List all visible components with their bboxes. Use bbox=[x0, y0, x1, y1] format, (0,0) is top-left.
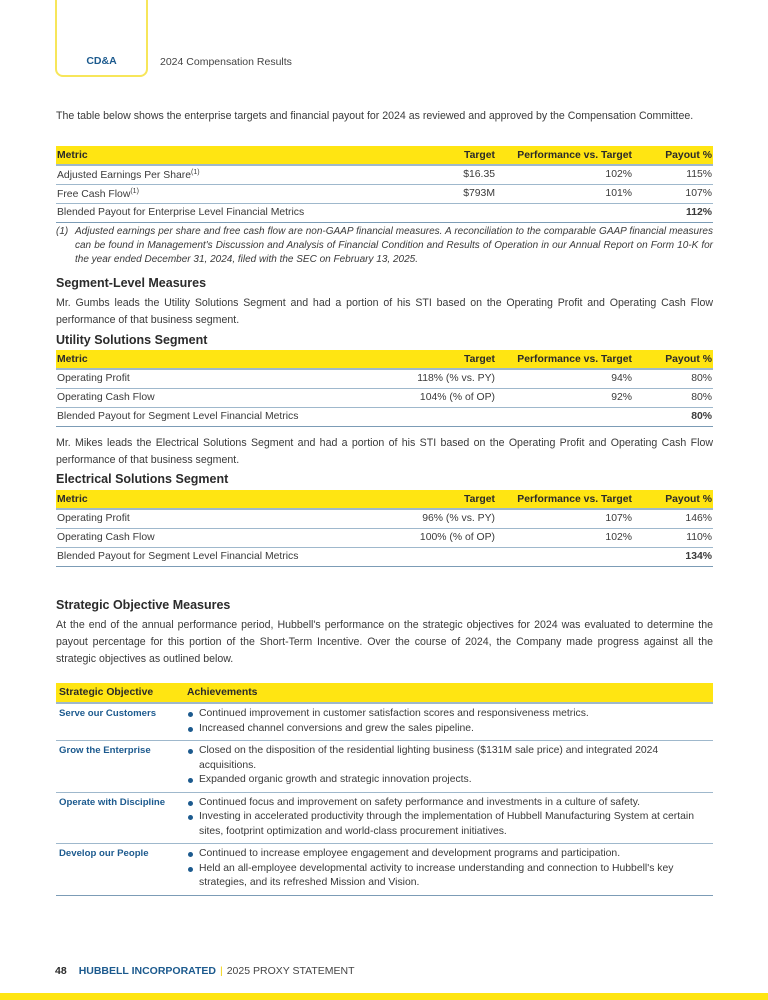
enterprise-metrics-table bbox=[56, 146, 713, 223]
achievement-text: Continued improvement in customer satisfaction scores and responsiveness metrics. bbox=[199, 708, 589, 719]
bullet-icon bbox=[188, 801, 193, 806]
segment-heading: Segment-Level Measures bbox=[56, 276, 207, 290]
bullet-icon bbox=[188, 727, 193, 732]
footnote-ref: (1) bbox=[130, 187, 139, 195]
achievements-cell bbox=[184, 703, 713, 741]
target-cell: 118% (% vs. PY) bbox=[356, 369, 496, 388]
achievements-list bbox=[187, 744, 710, 788]
performance-cell: 94% bbox=[496, 369, 633, 388]
table-row bbox=[56, 844, 713, 896]
footer-accent-bar bbox=[0, 993, 768, 1000]
strategic-heading: Strategic Objective Measures bbox=[56, 598, 231, 612]
metric-cell bbox=[56, 165, 356, 184]
achievement-text: Increased channel conversions and grew the sales pipeline. bbox=[199, 722, 474, 734]
electrical-segment-table bbox=[56, 490, 713, 567]
blended-row bbox=[56, 203, 713, 222]
col-header-target: Target bbox=[356, 350, 496, 369]
blended-label: Blended Payout for Segment Level Financial Metrics bbox=[56, 407, 633, 426]
target-cell: $16.35 bbox=[356, 165, 496, 184]
col-header-target: Target bbox=[356, 490, 496, 509]
achievements-list bbox=[187, 847, 710, 891]
achievement-item bbox=[187, 744, 710, 773]
performance-cell: 92% bbox=[496, 388, 633, 407]
performance-cell: 102% bbox=[496, 528, 633, 547]
col-header-objective: Strategic Objective bbox=[56, 683, 184, 703]
blended-label: Blended Payout for Enterprise Level Financial Metrics bbox=[56, 203, 633, 222]
page-footer bbox=[55, 965, 355, 977]
col-header-payout: Payout % bbox=[633, 490, 713, 509]
metric-cell: Operating Cash Flow bbox=[56, 388, 356, 407]
table-row bbox=[56, 509, 713, 528]
footer-company: HUBBELL INCORPORATED bbox=[78, 965, 216, 977]
blended-value: 134% bbox=[633, 547, 713, 566]
metric-name: Adjusted Earnings Per Share bbox=[57, 169, 192, 181]
bullet-icon bbox=[188, 778, 193, 783]
electrical-table-title: Electrical Solutions Segment bbox=[56, 472, 229, 486]
achievement-item bbox=[187, 773, 710, 788]
achievement-item bbox=[187, 722, 710, 737]
achievement-item bbox=[187, 810, 710, 839]
payout-cell: 80% bbox=[633, 388, 713, 407]
table-row bbox=[56, 369, 713, 388]
payout-cell: 80% bbox=[633, 369, 713, 388]
table-row bbox=[56, 184, 713, 203]
payout-cell: 115% bbox=[633, 165, 713, 184]
objective-cell: Grow the Enterprise bbox=[56, 741, 184, 793]
target-cell: 100% (% of OP) bbox=[356, 528, 496, 547]
metric-cell: Operating Profit bbox=[56, 509, 356, 528]
utility-segment-table bbox=[56, 350, 713, 427]
achievement-text: Continued focus and improvement on safety performance and investments in a culture of safety. bbox=[199, 796, 641, 808]
utility-table-title: Utility Solutions Segment bbox=[56, 333, 208, 347]
page-header-title: 2024 Compensation Results bbox=[160, 56, 292, 68]
footer-separator: | bbox=[219, 965, 223, 977]
intro-paragraph: The table below shows the enterprise targets and financial payout for 2024 as reviewed and approved by the Compensation Committee. bbox=[56, 110, 694, 122]
col-header-metric: Metric bbox=[56, 350, 356, 369]
metric-cell: Operating Cash Flow bbox=[56, 528, 356, 547]
achievement-item bbox=[187, 707, 710, 722]
performance-cell: 101% bbox=[496, 184, 633, 203]
performance-cell: 107% bbox=[496, 509, 633, 528]
footer-document: 2025 PROXY STATEMENT bbox=[226, 965, 355, 977]
table-row bbox=[56, 792, 713, 844]
payout-cell: 146% bbox=[633, 509, 713, 528]
achievements-list bbox=[187, 796, 710, 840]
page-number: 48 bbox=[55, 965, 67, 977]
strategic-intro: At the end of the annual performance period, Hubbell's performance on the strategic objectives for 2024 was evaluated to determine the payout percentage for this portion of the Short-Term Incentive. Over the course of 2024, the Company made progress against all the strategic objectives as outlined below. bbox=[56, 619, 713, 665]
achievement-text: Investing in accelerated productivity through the implementation of Hubbell Manufacturing System at certain sites, footprint optimization and world-class procurement initiatives. bbox=[199, 811, 694, 837]
table-row bbox=[56, 528, 713, 547]
blended-row bbox=[56, 547, 713, 566]
objective-cell: Develop our People bbox=[56, 844, 184, 896]
achievements-cell bbox=[184, 844, 713, 896]
col-header-payout: Payout % bbox=[633, 350, 713, 369]
metric-cell: Operating Profit bbox=[56, 369, 356, 388]
strategic-objectives-table bbox=[56, 683, 713, 896]
achievement-text: Held an all-employee developmental activity to increase understanding and connection to Hubbell's key strategies, and its refreshed Mission and Vision. bbox=[199, 862, 674, 888]
table-row bbox=[56, 165, 713, 184]
blended-label: Blended Payout for Segment Level Financial Metrics bbox=[56, 547, 633, 566]
footnote-text: Adjusted earnings per share and free cash flow are non-GAAP financial measures. A reconciliation to the comparable GAAP financial measures can be found in Management's Discussion and Analysis of Financial Condition and Results of Operation in our Annual Report on Form 10-K for the year ended December 31, 2024, filed with the SEC on February 13, 2025. bbox=[75, 226, 713, 265]
footnote-number: (1) bbox=[56, 226, 69, 237]
footnote-ref: (1) bbox=[191, 168, 200, 176]
achievements-cell bbox=[184, 741, 713, 793]
bullet-icon bbox=[188, 712, 193, 717]
col-header-achievements: Achievements bbox=[184, 683, 713, 703]
performance-cell: 102% bbox=[496, 165, 633, 184]
achievement-text: Closed on the disposition of the residential lighting business ($131M sale price) and integrated 2024 acquisitions. bbox=[199, 745, 659, 771]
table-header-row bbox=[56, 490, 713, 509]
blended-value: 112% bbox=[633, 203, 713, 222]
table-header-row bbox=[56, 146, 713, 165]
metric-cell bbox=[56, 184, 356, 203]
blended-row bbox=[56, 407, 713, 426]
utility-intro: Mr. Gumbs leads the Utility Solutions Segment and had a portion of his STI based on the Operating Profit and Operating Cash Flow performance of that business segment. bbox=[56, 297, 713, 326]
section-tab-label: CD&A bbox=[86, 55, 117, 67]
blended-value: 80% bbox=[633, 407, 713, 426]
table-row bbox=[56, 703, 713, 741]
objective-cell: Operate with Discipline bbox=[56, 792, 184, 844]
bullet-icon bbox=[188, 749, 193, 754]
metric-name: Free Cash Flow bbox=[57, 188, 131, 200]
col-header-payout: Payout % bbox=[633, 146, 713, 165]
target-cell: $793M bbox=[356, 184, 496, 203]
target-cell: 104% (% of OP) bbox=[356, 388, 496, 407]
payout-cell: 107% bbox=[633, 184, 713, 203]
footnote bbox=[56, 225, 713, 267]
achievement-text: Continued to increase employee engagement and development programs and participation. bbox=[199, 848, 621, 859]
objective-cell: Serve our Customers bbox=[56, 703, 184, 741]
col-header-metric: Metric bbox=[56, 490, 356, 509]
table-row bbox=[56, 741, 713, 793]
achievement-item bbox=[187, 847, 710, 862]
target-cell: 96% (% vs. PY) bbox=[356, 509, 496, 528]
col-header-performance: Performance vs. Target bbox=[496, 146, 633, 165]
payout-cell: 110% bbox=[633, 528, 713, 547]
col-header-performance: Performance vs. Target bbox=[496, 490, 633, 509]
table-row bbox=[56, 388, 713, 407]
electrical-intro: Mr. Mikes leads the Electrical Solutions Segment and had a portion of his STI based on the Operating Profit and Operating Cash Flow performance of that business segment. bbox=[56, 437, 713, 466]
achievements-list bbox=[187, 707, 710, 736]
achievement-item bbox=[187, 862, 710, 891]
col-header-performance: Performance vs. Target bbox=[496, 350, 633, 369]
col-header-metric: Metric bbox=[56, 146, 356, 165]
bullet-icon bbox=[188, 852, 193, 857]
achievements-cell bbox=[184, 792, 713, 844]
bullet-icon bbox=[188, 815, 193, 820]
bullet-icon bbox=[188, 867, 193, 872]
achievement-text: Expanded organic growth and strategic innovation projects. bbox=[199, 774, 472, 785]
achievement-item bbox=[187, 796, 710, 811]
col-header-target: Target bbox=[356, 146, 496, 165]
table-header-row bbox=[56, 350, 713, 369]
table-header-row bbox=[56, 683, 713, 703]
